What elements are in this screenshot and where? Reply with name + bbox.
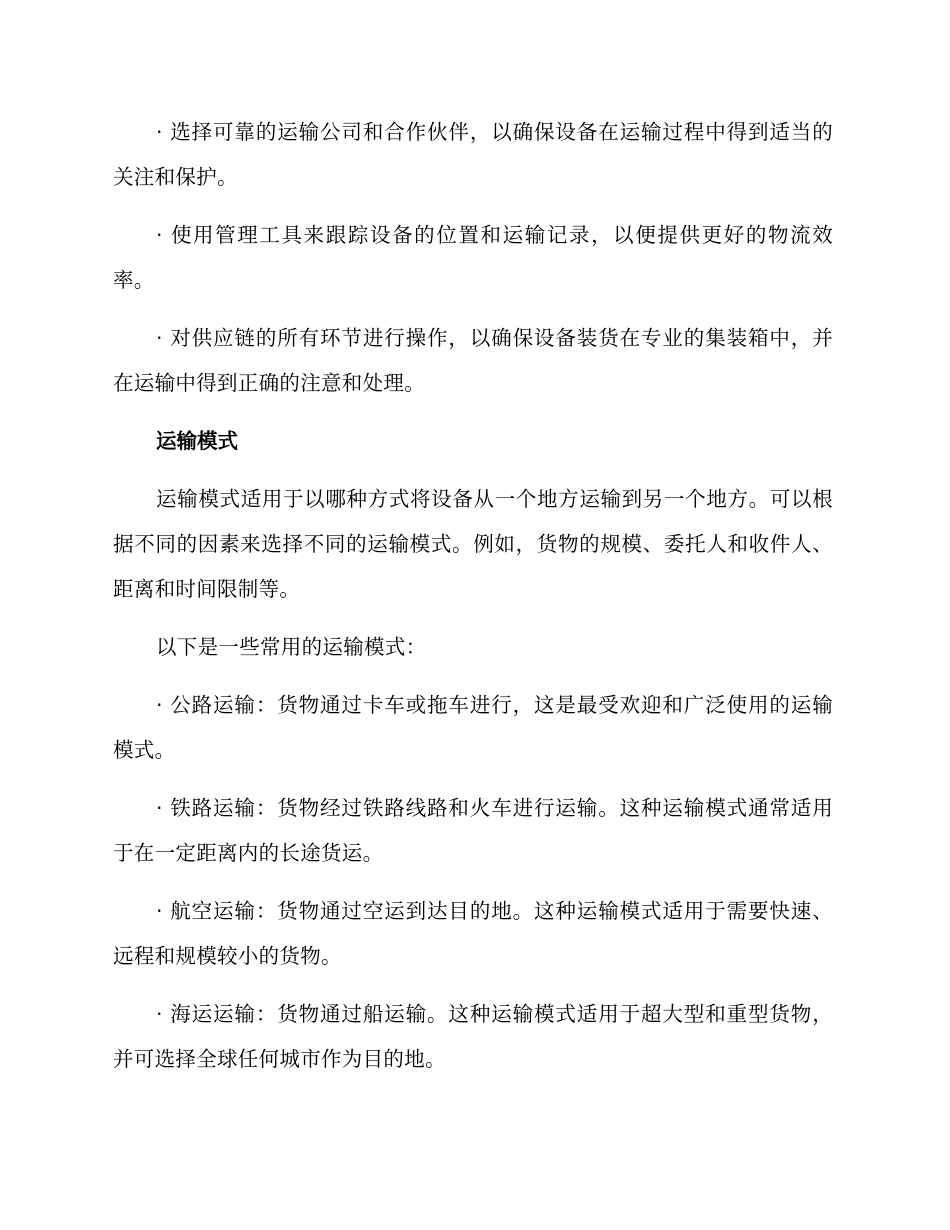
bullet-paragraph-reliable-carriers: · 选择可靠的运输公司和合作伙伴，以确保设备在运输过程中得到适当的关注和保护。: [113, 120, 833, 189]
section-heading-transport-modes: 运输模式: [156, 429, 238, 453]
bullet-paragraph-sea-transport: · 海运运输：货物通过船运输。这种运输模式适用于超大型和重型货物，并可选择全球任何城市作为目的地。: [113, 1002, 833, 1071]
document-page: [113, 110, 833, 1095]
bullet-paragraph-supply-chain: · 对供应链的所有环节进行操作，以确保设备装货在专业的集装箱中，并在运输中得到正确的注意和处理。: [113, 326, 833, 395]
bullet-paragraph-air-transport: · 航空运输：货物通过空运到达目的地。这种运输模式适用于需要快速、远程和规模较小的货物。: [113, 899, 833, 968]
bullet-paragraph-road-transport: · 公路运输：货物通过卡车或拖车进行，这是最受欢迎和广泛使用的运输模式。: [113, 693, 833, 762]
paragraph-common-modes-lead: 以下是一些常用的运输模式：: [156, 635, 427, 659]
bullet-paragraph-rail-transport: · 铁路运输：货物经过铁路线路和火车进行运输。这种运输模式通常适用于在一定距离内的长途货运。: [113, 796, 833, 865]
paragraph-transport-modes-intro: 运输模式适用于以哪种方式将设备从一个地方运输到另一个地方。可以根据不同的因素来选择不同的运输模式。例如，货物的规模、委托人和收件人、距离和时间限制等。: [113, 487, 833, 601]
bullet-paragraph-tracking-tools: · 使用管理工具来跟踪设备的位置和运输记录，以便提供更好的物流效率。: [113, 223, 833, 292]
